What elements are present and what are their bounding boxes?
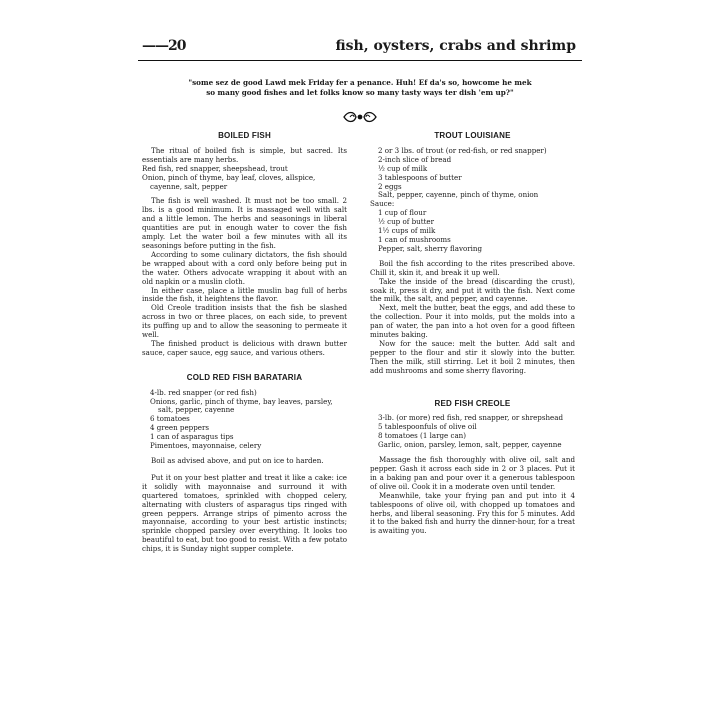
ingredient: 3 tablespoons of butter (378, 172, 462, 182)
ingredient-list (370, 414, 575, 450)
paragraph: Put it on your best platter and treat it like a cake: ice it solidly with mayonnaise and surround it with quartered tomatoes, sprinkled with chopped celery, alternating with clusters of asparagus tips ringed with green peppers. Arrange strips of pimento across the mayonnaise, according to your best artistic instincts; sprinkle chopped parsley over everything. It looks too beautiful to eat, but too good to resist. With a few potato chips, it is Sunday night supper complete. (142, 472, 347, 554)
paragraph: The ritual of boiled fish is simple, but sacred. Its essentials are many herbs. (142, 145, 347, 164)
paragraph: The finished product is delicious with drawn butter sauce, caper sauce, egg sauce, and various others. (142, 338, 347, 357)
ornament-icon (342, 110, 378, 124)
paragraph: Massage the fish thoroughly with olive oil, salt and pepper. Gash it across each side in 2 or 3 places. Put it in a baking pan and pour over it a generous tablespoon of olive oil. Cook it in a moderate oven until tender. (370, 455, 575, 491)
right-column (370, 132, 575, 536)
ingredient: 1 can of asparagus tips (150, 432, 234, 442)
recipe-title: BOILED FISH (218, 131, 271, 140)
paragraph: Now for the sauce: melt the butter. Add salt and pepper to the flour and stir it slowly into the butter. Then the milk, still stirring. Let it boil 2 minutes, then add mushrooms and some sherry flavoring. (370, 338, 575, 375)
ingredient: 1½ cups of milk (378, 226, 436, 236)
paragraph: The fish is well washed. It must not be too small. 2 lbs. is a good minimum. It is massaged well with salt and a little lemon. The herbs and seasonings in liberal quantities are put in enough water to cover the fish amply. Let the water boil a few minutes with all its seasonings before putting in the fish. (142, 196, 347, 250)
recipe-title: TROUT LOUISIANE (434, 131, 511, 140)
ingredient: 5 tablespoonfuls of olive oil (378, 422, 477, 432)
ingredient: Pepper, salt, sherry flavoring (378, 243, 483, 253)
ingredient: 2 or 3 lbs. of trout (or red-fish, or red snapper) (378, 145, 547, 155)
ingredient: 6 tomatoes (150, 414, 190, 424)
ingredient: Pimentoes, mayonnaise, celery (150, 441, 262, 451)
header-rule (138, 60, 582, 61)
paragraph: Take the inside of the bread (discarding the crust), soak it, press it dry, and put it with the fish. Next come the milk, the salt, and pepper, and cayenne. (370, 276, 575, 304)
sauce-label: Sauce: (370, 199, 395, 209)
ingredient: Red fish, red snapper, sheepshead, trout (142, 163, 288, 173)
paragraph: Meanwhile, take your frying pan and put into it 4 tablespoons of olive oil, with chopped up tomatoes and herbs, and liberal seasoning. Fry this for 5 minutes. Add it to the baked fish and hurry the dinner-hour, for a treat is awaiting you. (370, 490, 575, 536)
ingredient: 3-lb. (or more) red fish, red snapper, or shrepshead (378, 413, 564, 423)
paragraph: Old Creole tradition insists that the fish be slashed across in two or three places, on each side, to prevent its puffing up and to allow the seasoning to permeate it well. (142, 303, 347, 340)
recipe-title: RED FISH CREOLE (434, 398, 511, 408)
ingredient: 8 tomatoes (1 large can) (378, 431, 467, 441)
ingredient: 2-inch slice of bread (378, 154, 452, 164)
ingredient: ½ cup of butter (378, 217, 435, 227)
ingredient: 1 can of mushrooms (378, 234, 451, 244)
ingredient: ½ cup of milk (378, 163, 428, 173)
recipe-title: COLD RED FISH BARATARIA (186, 372, 303, 382)
paragraph: Boil as advised above, and put on ice to harden. (151, 456, 324, 465)
paragraph: Boil the fish according to the rites prescribed above. Chill it, skin it, and break it up well. (370, 258, 575, 277)
ingredient: Onions, garlic, pinch of thyme, bay leaves, parsley, salt, pepper, cayenne (150, 396, 333, 415)
left-column (142, 132, 347, 554)
page-number: ——20 (142, 38, 186, 54)
ingredient-list (142, 389, 347, 451)
epigraph-line: so many good fishes and let folks know so many tasty ways ter dish 'em up?" (206, 88, 514, 97)
epigraph-line: "some sez de good Lawd mek Friday fer a penance. Huh! Ef da's so, howcome he mek (188, 78, 532, 87)
ingredient: 4 green peppers (150, 423, 209, 433)
ingredient: 2 eggs (378, 181, 402, 191)
ingredient-list (370, 147, 575, 254)
epigraph (138, 78, 582, 98)
ingredient: 1 cup of flour (378, 208, 427, 218)
ingredient: Onion, pinch of thyme, bay leaf, cloves, allspice, cayenne, salt, pepper (142, 172, 316, 191)
paragraph: In either case, place a little muslin bag full of herbs inside the fish, it heightens the flavor. (142, 285, 347, 304)
paragraph: According to some culinary dictators, the fish should be wrapped about with a cord only before being put in the water. Others advocate wrapping it about with an old napkin or a muslin cloth. (142, 249, 347, 286)
page-header (138, 36, 582, 70)
ingredient: 4-lb. red snapper (or red fish) (150, 387, 257, 397)
chapter-title: fish, oysters, crabs and shrimp (335, 38, 576, 54)
book-page (138, 30, 582, 690)
ingredient: Salt, pepper, cayenne, pinch of thyme, onion (378, 190, 539, 200)
paragraph: Next, melt the butter, beat the eggs, and add these to the collection. Pour it into molds, put the molds into a pan of water, the pan into a hot oven for a good fifteen minutes baking. (370, 303, 575, 340)
ingredient: Garlic, onion, parsley, lemon, salt, pepper, cayenne (378, 440, 562, 450)
ingredient-list (142, 165, 347, 192)
